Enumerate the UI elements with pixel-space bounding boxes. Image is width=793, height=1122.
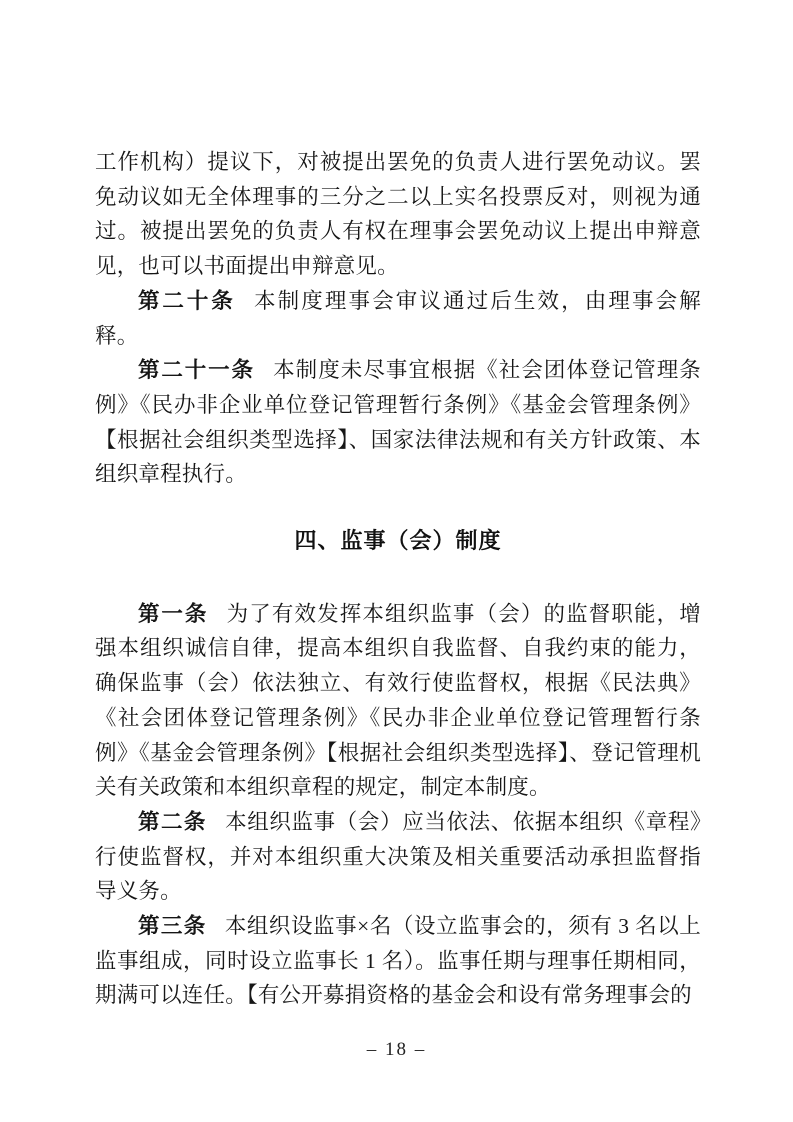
- article-text-1: 为了有效发挥本组织监事（会）的监督职能，增强本组织诚信自律，提高本组织自我监督、自我约束的能力，确保监事（会）依法独立、有效行使监督权，根据《民法典》《社会团体登记管理条例》《民办非企业单位登记管理暂行条例》《基金会管理条例》【根据社会组织类型选择】、登记管理机关有关政策和本组织章程的规定，制定本制度。: [95, 601, 701, 800]
- section-heading: 四、监事（会）制度: [294, 528, 502, 554]
- article-number-3: 第三条: [138, 914, 207, 939]
- page-footer: [0, 1038, 793, 1062]
- article-text-2: 本组织监事（会）应当依法、依据本组织《章程》行使监督权，并对本组织重大决策及相关重要活动承担监督指导义务。: [95, 809, 701, 904]
- article-number-1: 第一条: [138, 601, 209, 626]
- article-text-21: 本制度未尽事宜根据《社会团体登记管理条例》《民办非企业单位登记管理暂行条例》《基金会管理条例》【根据社会组织类型选择】、国家法律法规和有关方针政策、本组织章程执行。: [95, 358, 701, 487]
- article-paragraph-20: [95, 284, 701, 353]
- article-text-20: 本制度理事会审议通过后生效，由理事会解释。: [95, 288, 701, 348]
- article-number-20: 第二十条: [138, 288, 236, 313]
- article-paragraph-3: [95, 909, 701, 1013]
- page-number: – 18 –: [366, 1039, 427, 1060]
- article-paragraph-2: [95, 805, 701, 909]
- article-text-3: 本组织设监事×名（设立监事会的，须有 3 名以上监事组成，同时设立监事长 1 名）。监事任期与理事任期相同，期满可以连任。【有公开募捐资格的基金会和设有常务理事会的: [95, 914, 701, 1008]
- article-number-2: 第二条: [138, 809, 207, 834]
- paragraph-continuation: 工作机构）提议下，对被提出罢免的负责人进行罢免动议。罢免动议如无全体理事的三分之二以上实名投票反对，则视为通过。被提出罢免的负责人有权在理事会罢免动议上提出申辩意见，也可以书面提出申辩意见。: [95, 150, 701, 279]
- article-paragraph-21: [95, 353, 701, 492]
- document-content: [95, 145, 701, 1013]
- article-paragraph-1: [95, 597, 701, 805]
- article-number-21: 第二十一条: [138, 358, 255, 383]
